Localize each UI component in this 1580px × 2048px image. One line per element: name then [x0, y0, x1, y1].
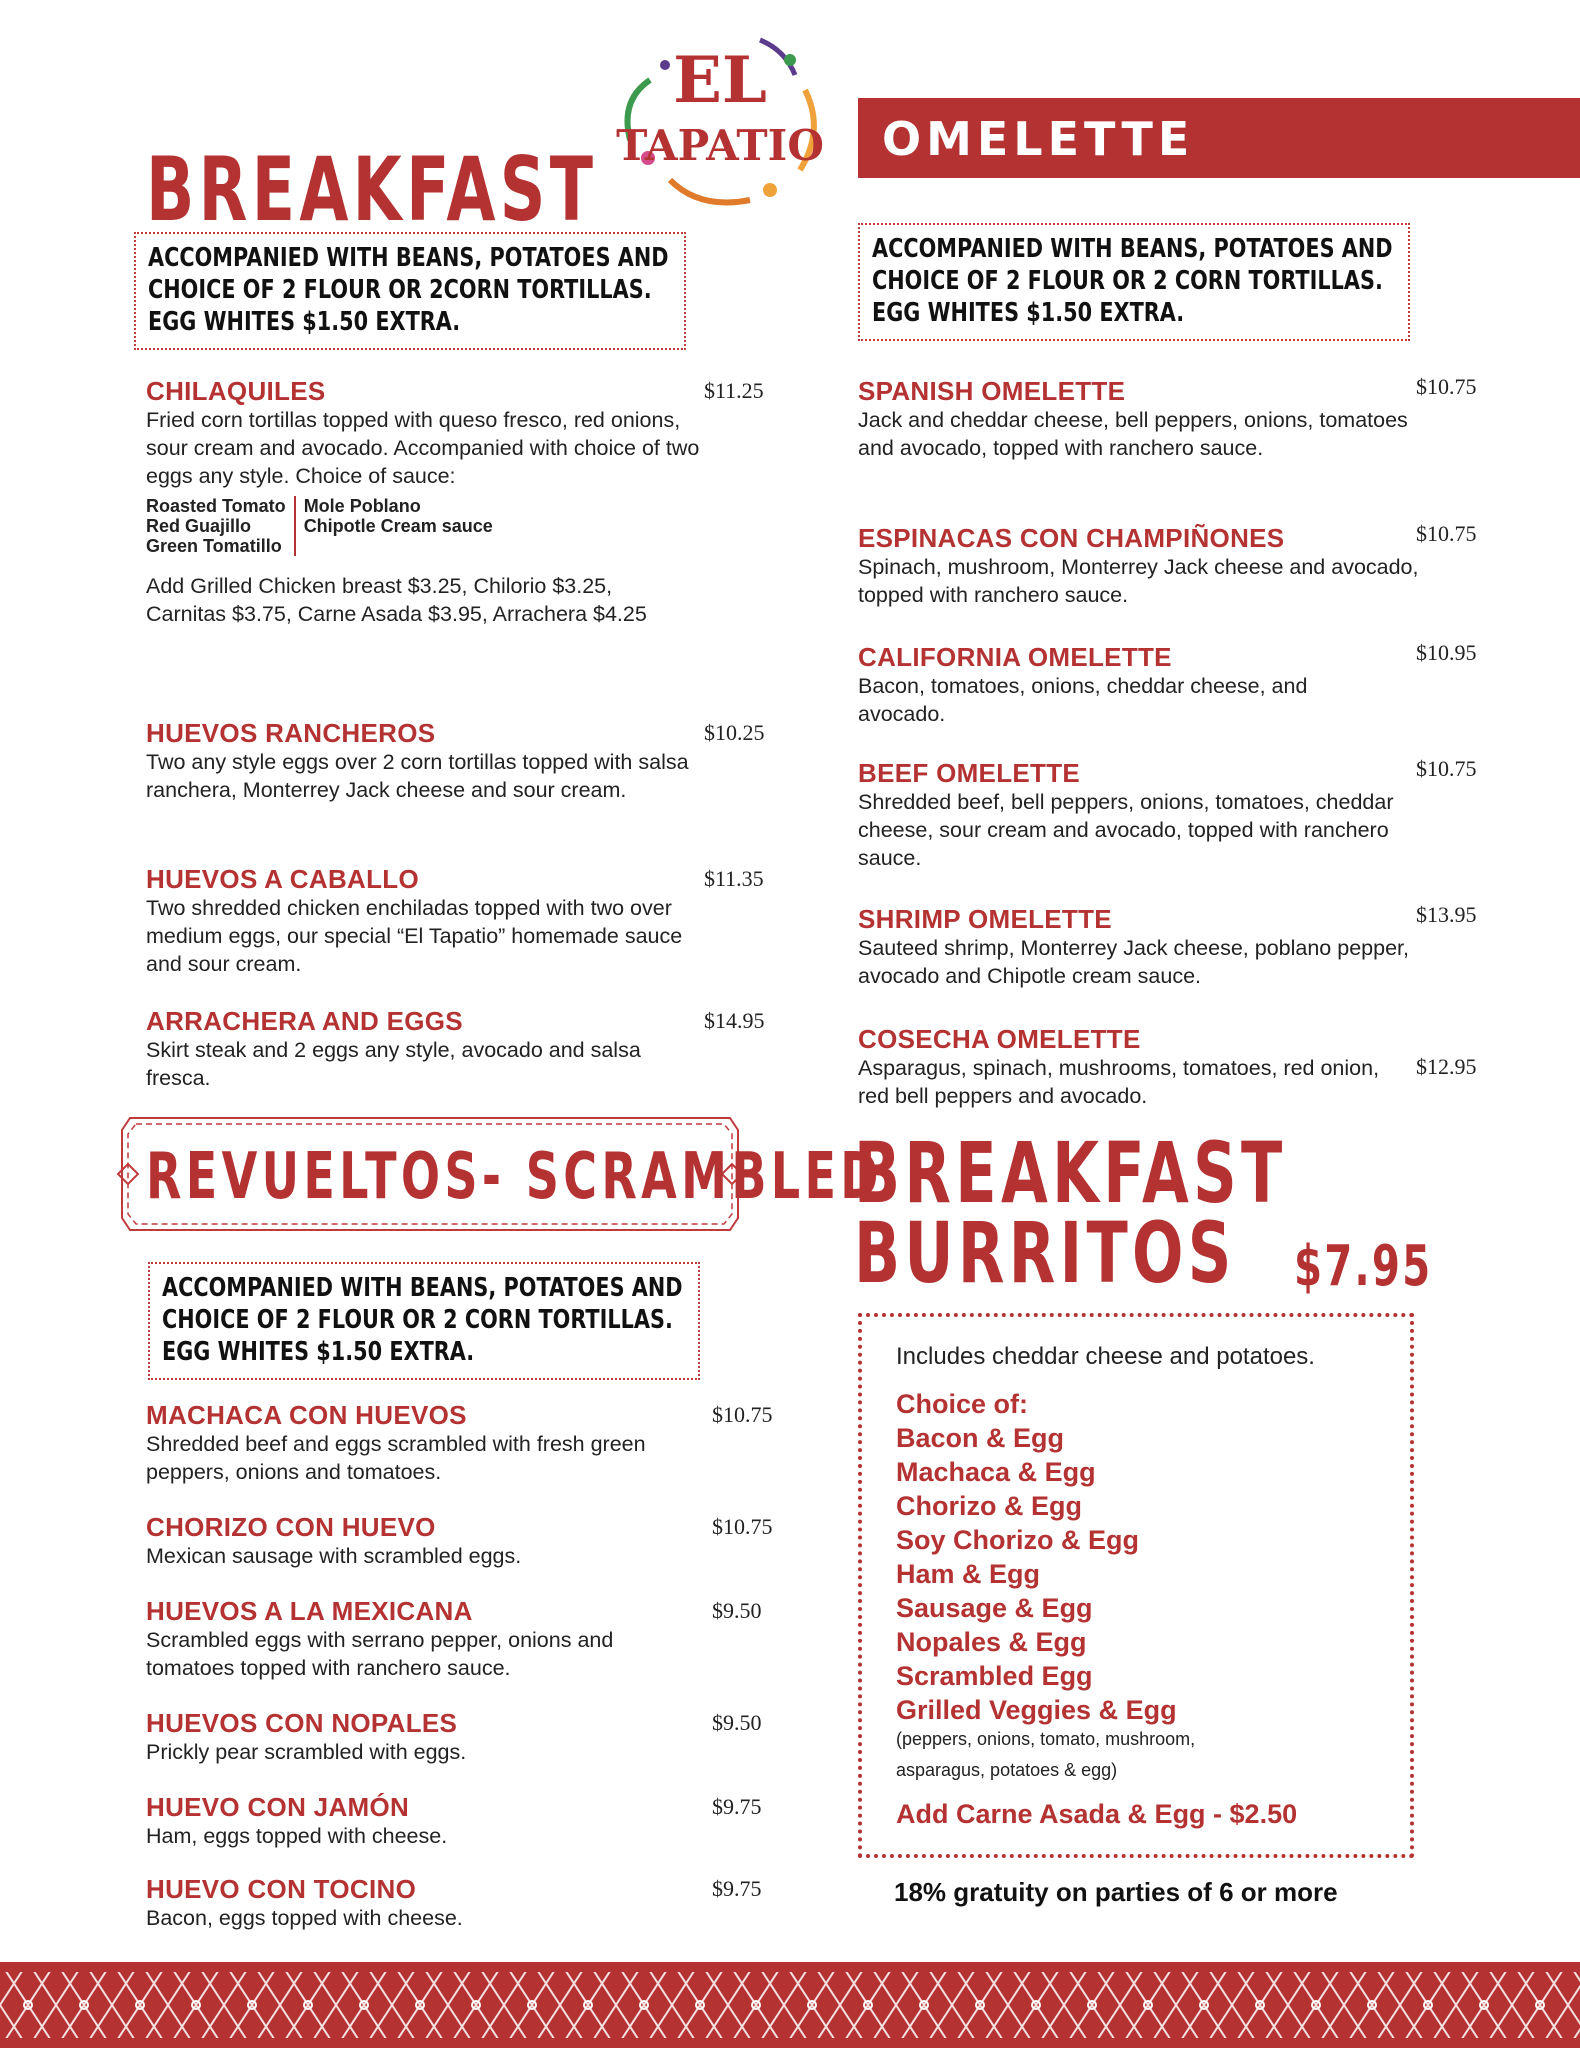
burrito-choice: Chorizo & Egg — [896, 1491, 1082, 1521]
item-name: SPANISH OMELETTE — [858, 376, 1126, 406]
menu-item-california-omelette — [858, 642, 1490, 728]
item-name: MACHACA CON HUEVOS — [146, 1400, 467, 1430]
revueltos-title: REVUELTOS- SCRAMBLED — [146, 1140, 883, 1214]
item-price: $13.95 — [1416, 902, 1477, 927]
omelette-header-bar — [858, 98, 1580, 178]
sauce-column-2 — [296, 496, 493, 556]
menu-item-huevos-a-la-mexicana — [146, 1596, 786, 1682]
note-line: CHOICE OF 2 FLOUR OR 2 CORN TORTILLAS. — [872, 266, 1383, 296]
menu-item-chorizo-con-huevo — [146, 1512, 786, 1570]
item-name: HUEVO CON JAMÓN — [146, 1792, 410, 1822]
burrito-choice: Ham & Egg — [896, 1559, 1041, 1589]
sauce-option: Chipotle Cream sauce — [303, 516, 493, 536]
menu-item-huevo-con-tocino — [146, 1874, 786, 1932]
note-line: ACCOMPANIED WITH BEANS, POTATOES AND — [872, 234, 1393, 264]
item-description: Sauteed shrimp, Monterrey Jack cheese, poblano pepper, avocado and Chipotle cream sauce. — [858, 936, 1409, 988]
sauce-column-1 — [146, 496, 296, 556]
note-line: EGG WHITES $1.50 EXTRA. — [162, 1337, 475, 1367]
note-line: EGG WHITES $1.50 EXTRA. — [148, 307, 461, 337]
item-name: HUEVO CON TOCINO — [146, 1874, 417, 1904]
item-name: HUEVOS A CABALLO — [146, 864, 419, 894]
note-line: EGG WHITES $1.50 EXTRA. — [872, 298, 1185, 328]
item-description: Scrambled eggs with serrano pepper, onions and tomatoes topped with ranchero sauce. — [146, 1628, 614, 1680]
burrito-intro: Includes cheddar cheese and potatoes. — [896, 1343, 1315, 1370]
item-description: Two any style eggs over 2 corn tortillas topped with salsa ranchera, Monterrey Jack cheese and sour cream. — [146, 750, 689, 802]
menu-item-huevo-con-jamon — [146, 1792, 786, 1850]
item-price: $10.95 — [1416, 640, 1477, 665]
sauce-options — [146, 496, 776, 556]
item-description: Skirt steak and 2 eggs any style, avocado and salsa fresca. — [146, 1038, 641, 1090]
item-name: HUEVOS A LA MEXICANA — [146, 1596, 473, 1626]
item-name: COSECHA OMELETTE — [858, 1024, 1141, 1054]
item-price: $11.25 — [704, 378, 764, 403]
veggie-note: asparagus, potatoes & egg) — [896, 1760, 1118, 1780]
item-price: $10.75 — [1416, 374, 1477, 399]
item-description: Bacon, eggs topped with cheese. — [146, 1906, 463, 1930]
item-addons: Add Grilled Chicken breast $3.25, Chilorio $3.25, Carnitas $3.75, Carne Asada $3.95, Arrachera $4.25 — [146, 574, 647, 626]
veggie-note: (peppers, onions, tomato, mushroom, — [896, 1729, 1196, 1749]
revueltos-note-box — [148, 1262, 700, 1380]
burrito-choice: Sausage & Egg — [896, 1593, 1093, 1623]
note-line: CHOICE OF 2 FLOUR OR 2 CORN TORTILLAS. — [162, 1305, 673, 1335]
item-name: CHORIZO CON HUEVO — [146, 1512, 436, 1542]
item-name: HUEVOS CON NOPALES — [146, 1708, 458, 1738]
sauce-option: Red Guajillo — [146, 516, 252, 536]
burrito-choice: Bacon & Egg — [896, 1423, 1065, 1453]
menu-item-spanish-omelette — [858, 376, 1490, 462]
el-tapatio-logo — [610, 20, 830, 220]
item-price: $14.95 — [704, 1008, 765, 1033]
item-description: Ham, eggs topped with cheese. — [146, 1824, 448, 1848]
burritos-title-line-1: BREAKFAST — [854, 1124, 1287, 1222]
burrito-choice-heading: Choice of: — [896, 1389, 1028, 1419]
burrito-choice: Machaca & Egg — [896, 1457, 1096, 1487]
item-name: ESPINACAS CON CHAMPIÑONES — [858, 523, 1285, 553]
item-price: $9.50 — [712, 1710, 762, 1735]
menu-item-beef-omelette — [858, 758, 1490, 872]
menu-item-huevos-a-caballo — [146, 864, 776, 978]
footer-pattern-band — [0, 1962, 1580, 2048]
note-line: CHOICE OF 2 FLOUR OR 2CORN TORTILLAS. — [148, 275, 652, 305]
item-name: SHRIMP OMELETTE — [858, 904, 1112, 934]
menu-item-cosecha-omelette — [858, 1024, 1490, 1110]
item-price: $10.25 — [704, 720, 765, 745]
item-description: Jack and cheddar cheese, bell peppers, onions, tomatoes and avocado, topped with ranchero sauce. — [858, 408, 1408, 460]
item-description: Prickly pear scrambled with eggs. — [146, 1740, 467, 1764]
item-price: $10.75 — [712, 1514, 773, 1539]
item-description: Shredded beef and eggs scrambled with fresh green peppers, onions and tomatoes. — [146, 1432, 646, 1484]
gratuity-note: 18% gratuity on parties of 6 or more — [894, 1877, 1338, 1907]
item-name: CALIFORNIA OMELETTE — [858, 642, 1172, 672]
item-name: ARRACHERA AND EGGS — [146, 1006, 463, 1036]
burrito-choice: Scrambled Egg — [896, 1661, 1093, 1691]
item-description: Fried corn tortillas topped with queso fresco, red onions, sour cream and avocado. Accompanied with choice of two eggs any style. Choice of sauce: — [146, 408, 700, 488]
omelette-note-box — [858, 223, 1410, 341]
item-price: $9.75 — [712, 1794, 762, 1819]
burrito-choice: Grilled Veggies & Egg — [896, 1695, 1177, 1725]
menu-item-shrimp-omelette — [858, 904, 1490, 990]
menu-item-espinacas-con-champinones — [858, 523, 1490, 609]
sauce-option: Roasted Tomato — [146, 496, 286, 516]
item-description: Shredded beef, bell peppers, onions, tomatoes, cheddar cheese, sour cream and avocado, topped with ranchero sauce. — [858, 790, 1394, 870]
note-line: ACCOMPANIED WITH BEANS, POTATOES AND — [162, 1273, 683, 1303]
burrito-options-box — [858, 1313, 1414, 1858]
item-description: Two shredded chicken enchiladas topped with two over medium eggs, our special “El Tapatio” homemade sauce and sour cream. — [146, 896, 683, 976]
menu-item-chilaquiles — [146, 376, 776, 628]
menu-item-huevos-rancheros — [146, 718, 776, 804]
burrito-choice: Soy Chorizo & Egg — [896, 1525, 1139, 1555]
item-name: HUEVOS RANCHEROS — [146, 718, 436, 748]
logo-line-1: EL — [673, 43, 767, 118]
item-price: $12.95 — [1416, 1054, 1477, 1079]
item-price: $10.75 — [1416, 756, 1477, 781]
item-price: $10.75 — [1416, 521, 1477, 546]
sauce-option: Green Tomatillo — [146, 536, 282, 556]
footer-pattern — [0, 1962, 1580, 2048]
breakfast-title: BREAKFAST — [146, 138, 598, 241]
item-price: $9.50 — [712, 1598, 762, 1623]
item-name: CHILAQUILES — [146, 376, 326, 406]
burritos-title-line-2: BURRITOS — [854, 1204, 1236, 1302]
menu-item-arrachera-and-eggs — [146, 1006, 776, 1092]
item-description: Bacon, tomatoes, onions, cheddar cheese, and avocado. — [858, 674, 1308, 726]
burritos-price: $7.95 — [1294, 1234, 1433, 1299]
burrito-addon: Add Carne Asada & Egg - $2.50 — [896, 1799, 1298, 1829]
item-price: $10.75 — [712, 1402, 773, 1427]
menu-item-huevos-con-nopales — [146, 1708, 786, 1766]
item-description: Spinach, mushroom, Monterrey Jack cheese and avocado, topped with ranchero sauce. — [858, 555, 1419, 607]
item-name: BEEF OMELETTE — [858, 758, 1081, 788]
menu-item-machaca-con-huevos — [146, 1400, 786, 1486]
item-price: $11.35 — [704, 866, 764, 891]
burrito-choice: Nopales & Egg — [896, 1627, 1087, 1657]
breakfast-note-box — [134, 232, 686, 350]
item-description: Asparagus, spinach, mushrooms, tomatoes, red onion, red bell peppers and avocado. — [858, 1056, 1380, 1108]
item-description: Mexican sausage with scrambled eggs. — [146, 1544, 522, 1568]
note-line: ACCOMPANIED WITH BEANS, POTATOES AND — [148, 243, 669, 273]
sauce-option: Mole Poblano — [303, 496, 421, 516]
logo-line-2: TAPATIO — [616, 121, 824, 170]
omelette-title: OMELETTE — [882, 112, 1195, 166]
item-price: $9.75 — [712, 1876, 762, 1901]
